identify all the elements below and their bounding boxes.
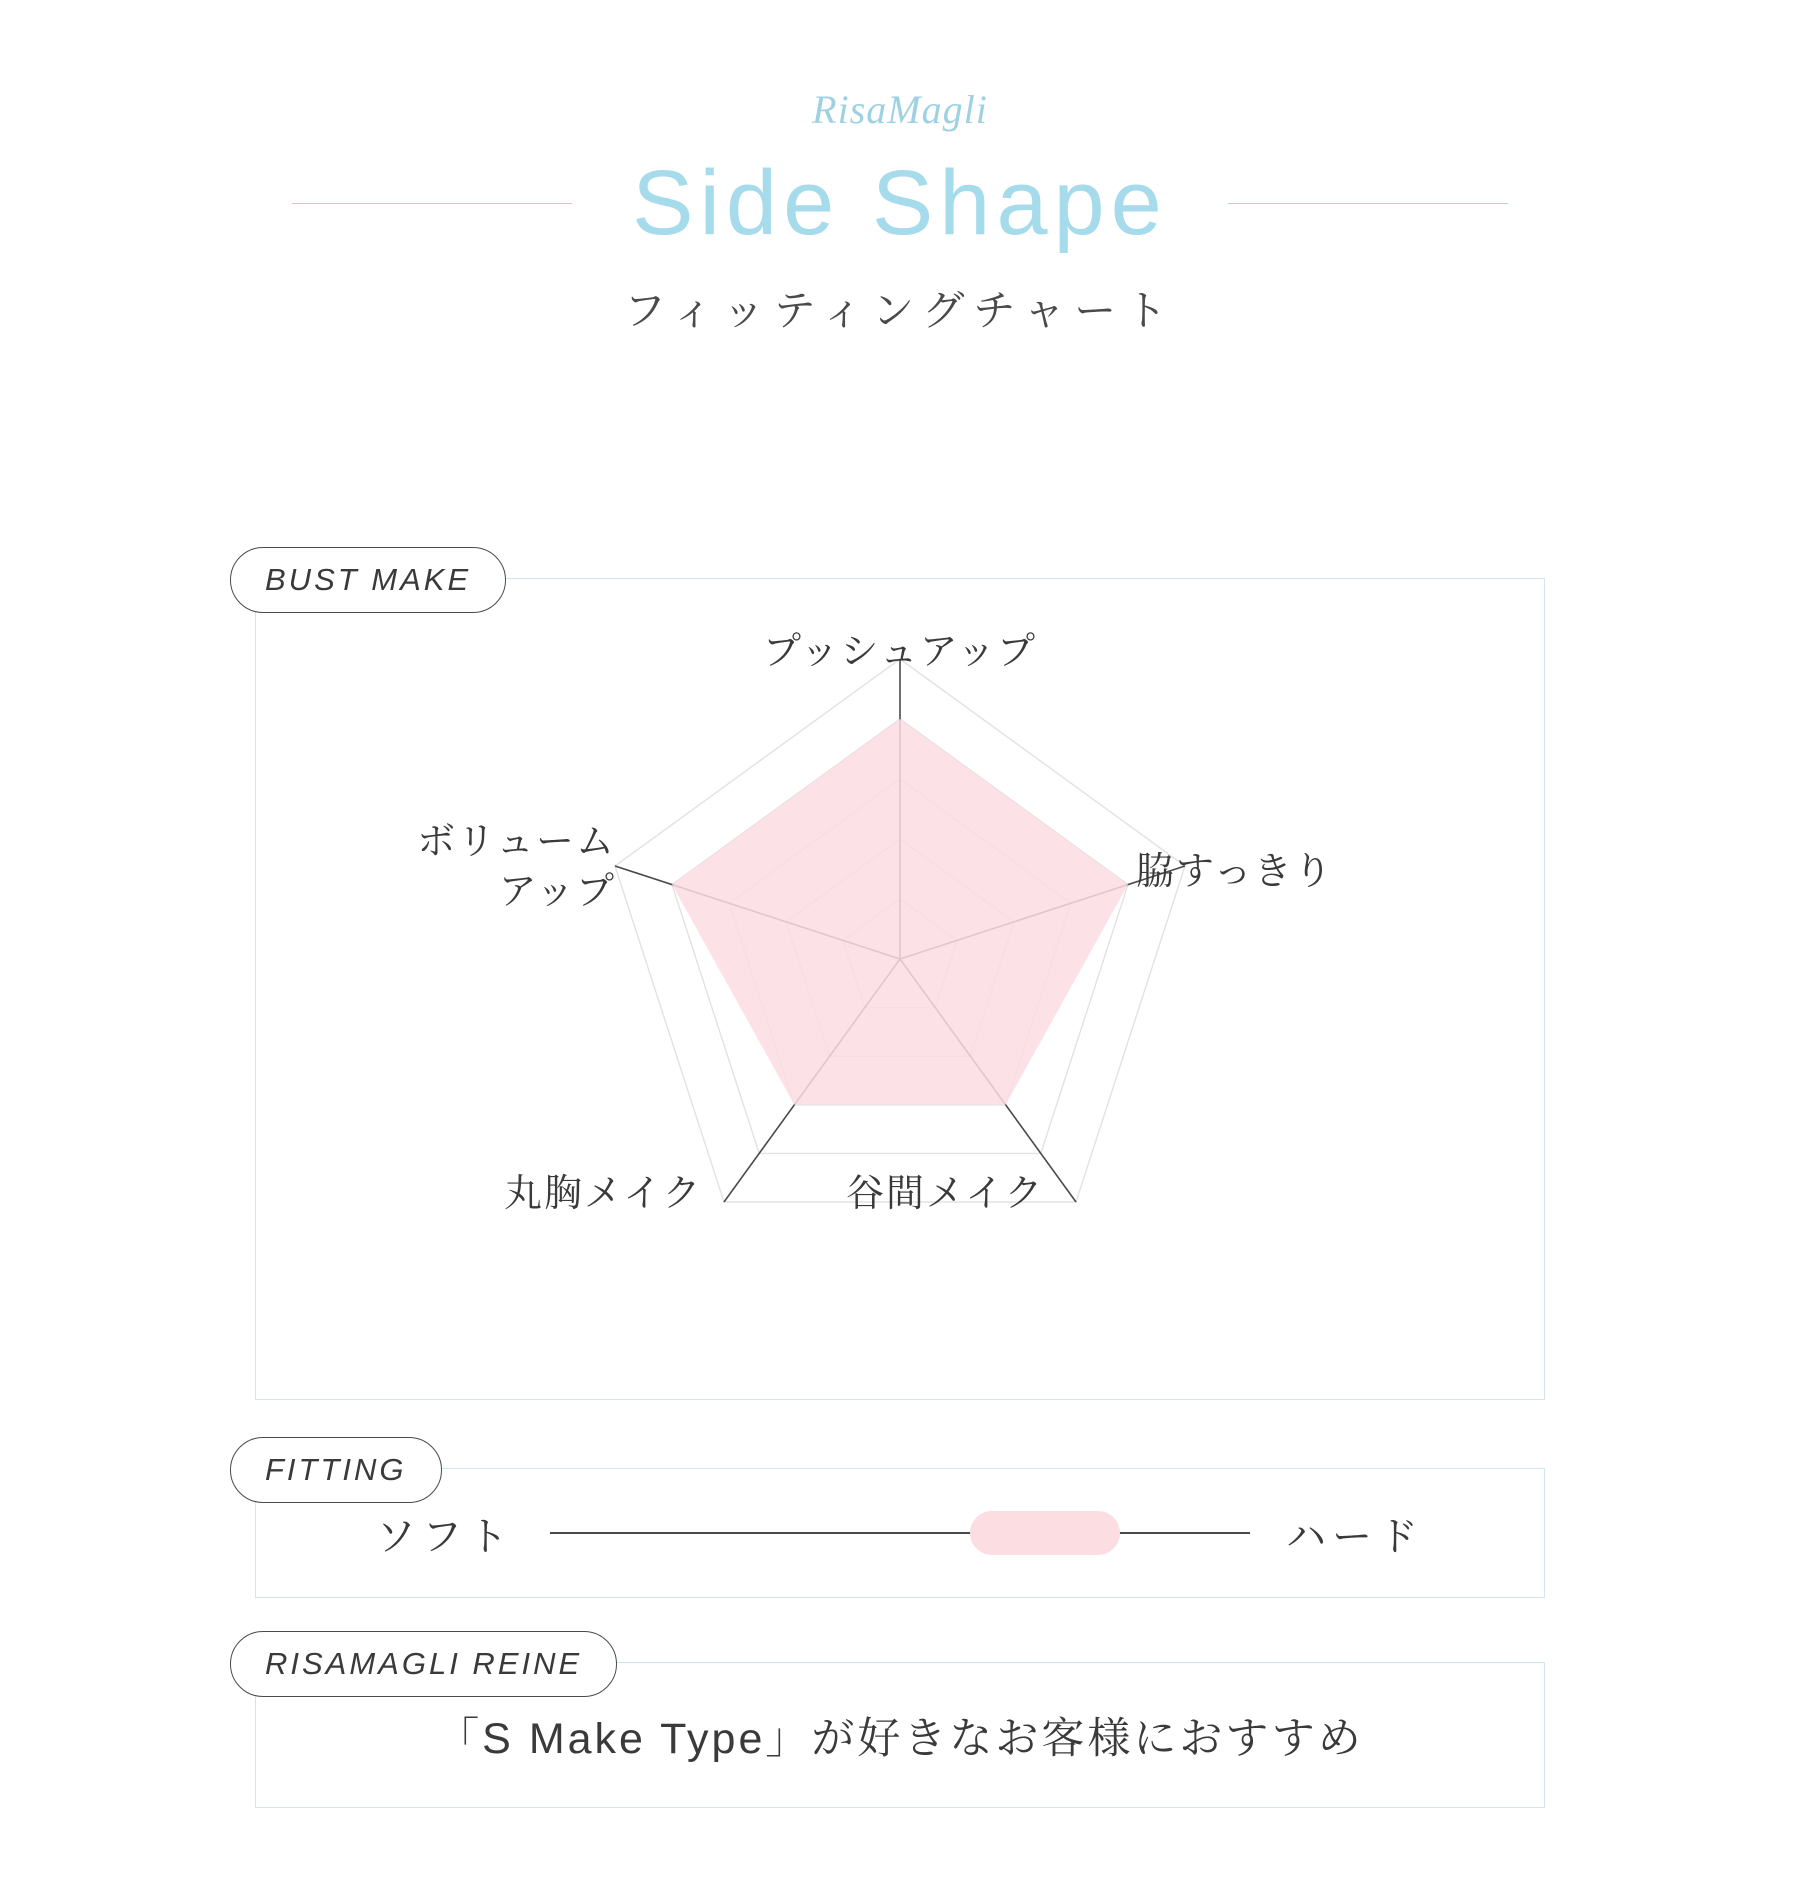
page-subtitle: フィッティングチャート <box>623 286 1177 334</box>
radar-series-polygon <box>672 719 1128 1105</box>
recommendation-section <box>255 1646 1545 1808</box>
radar-axis-label-push-up: プッシュアップ <box>763 631 1037 673</box>
radar-axis-label-cleavage: 谷間メイク <box>846 1173 1045 1215</box>
fitting-slider-marker[interactable] <box>970 1511 1120 1555</box>
radar-axis-label-volume-up: ボリューム アップ <box>417 821 616 914</box>
fitting-label-hard: ハード <box>1286 1514 1424 1559</box>
page-title-row <box>0 152 1800 254</box>
title-rule-left <box>292 203 572 204</box>
title-rule-right <box>1228 203 1508 204</box>
radar-axis-label-side-smooth: 脇すっきり <box>1136 851 1334 893</box>
fitting-section <box>255 1452 1545 1598</box>
radar-chart <box>256 579 1544 1399</box>
section-label-risamagli-reine: RISAMAGLI REINE <box>230 1631 617 1697</box>
section-label-fitting: FITTING <box>230 1437 442 1503</box>
section-label-bust-make: BUST MAKE <box>230 547 506 613</box>
fitting-slider-line <box>550 1532 1250 1534</box>
brand-logo: RisaMagli <box>812 87 988 132</box>
page-title: Side Shape <box>632 152 1168 254</box>
fitting-scale <box>256 1469 1544 1597</box>
radar-axis-label-round-shape: 丸胸メイク <box>504 1173 703 1215</box>
recommendation-text: 「S Make Type」が好きなお客様におすすめ <box>436 1714 1364 1763</box>
fitting-slider-track[interactable] <box>550 1509 1250 1557</box>
radar-chart-svg <box>470 609 1330 1369</box>
fitting-label-soft: ソフト <box>376 1514 514 1559</box>
bust-make-section <box>255 562 1545 1400</box>
